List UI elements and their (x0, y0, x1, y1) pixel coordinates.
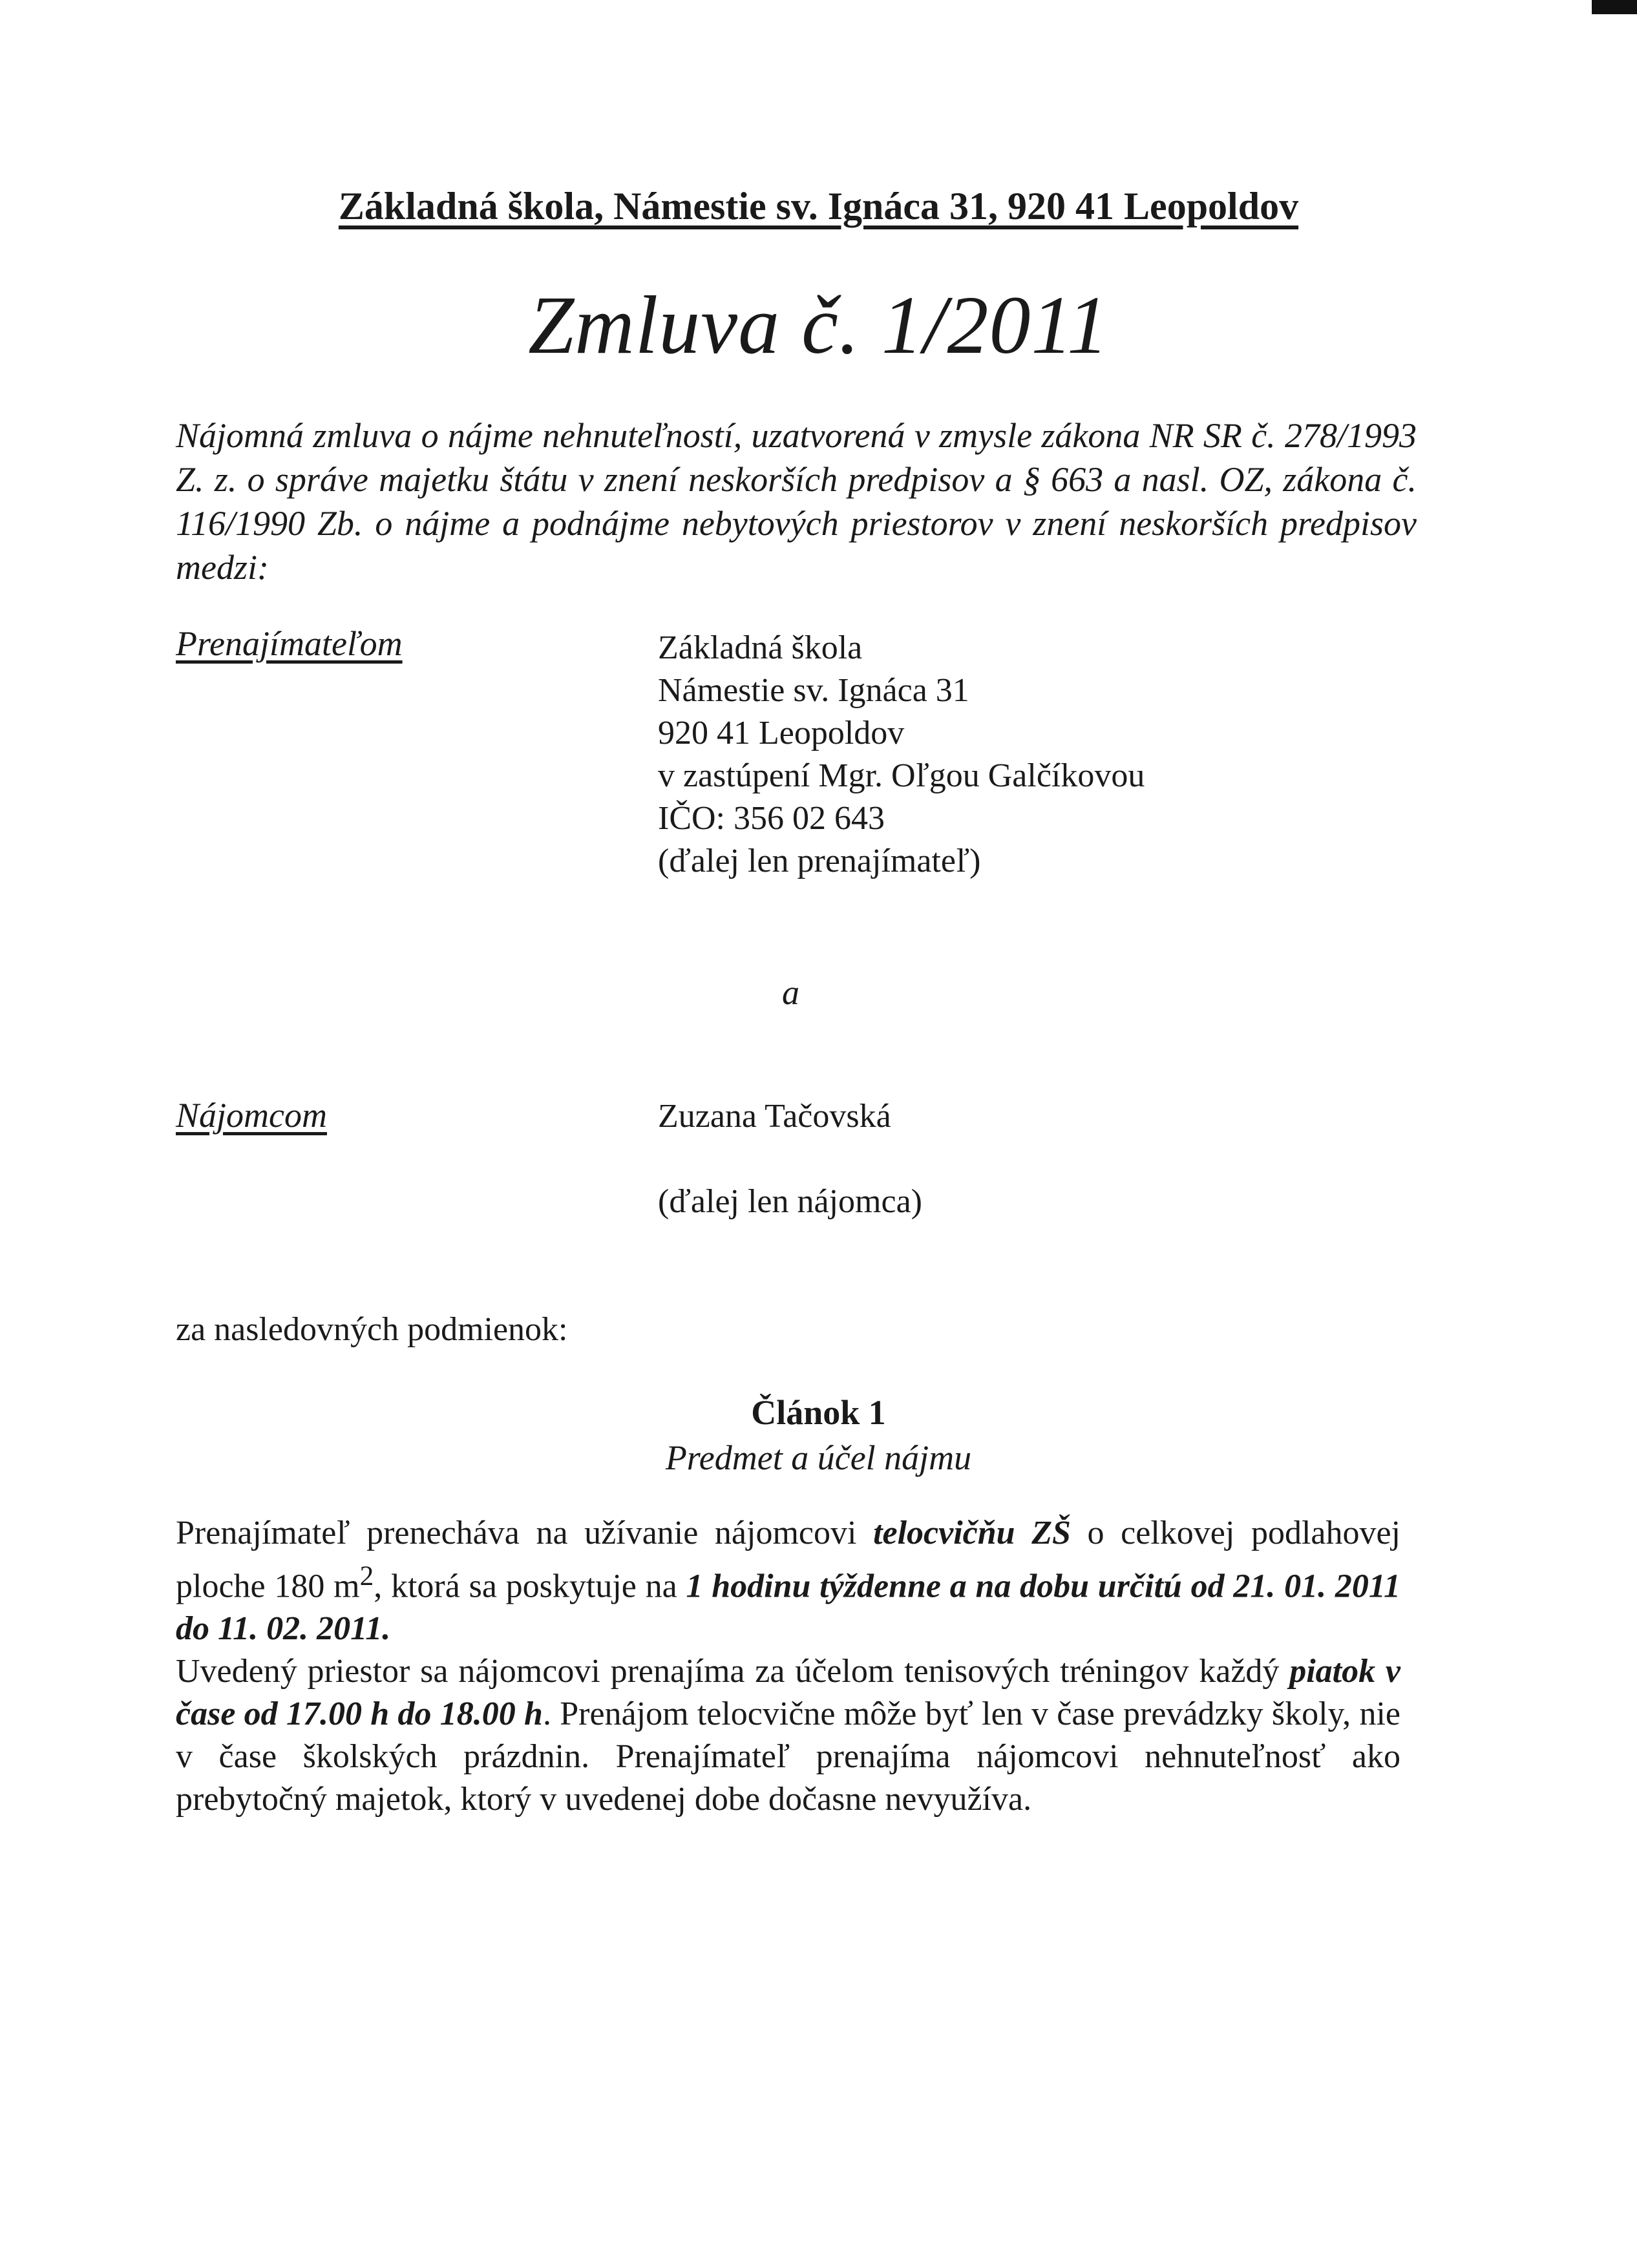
landlord-line: IČO: 356 02 643 (658, 800, 885, 837)
tenant-label: Nájomcom (176, 1096, 327, 1135)
superscript: 2 (359, 1560, 374, 1591)
and-separator: a (782, 973, 799, 1012)
article-paragraph-2 (176, 1650, 1400, 1821)
text-run: Uvedený priestor sa nájomcovi prenajíma za účelom tenisových tréningov každý (176, 1653, 1290, 1690)
landlord-line: Základná škola (658, 629, 863, 666)
emphasis-run: 1 hodinu týždenne a na dobu určitú od 21. 01. 2011 do 11. 02. 2011. (176, 1568, 1400, 1648)
article-subtitle: Predmet a účel nájmu (665, 1438, 972, 1477)
landlord-line: 920 41 Leopoldov (658, 715, 905, 751)
text-run: , ktorá sa poskytuje na (374, 1568, 686, 1605)
landlord-line: Námestie sv. Ignáca 31 (658, 672, 969, 709)
tenant-note: (ďalej len nájomca) (658, 1183, 922, 1220)
text-run: Prenajímateľ prenecháva na užívanie nájomcovi (176, 1515, 874, 1551)
landlord-details (658, 627, 1145, 883)
article-title: Článok 1 (751, 1393, 886, 1432)
text-run: o celkovej podlahovej ploche 180 m (176, 1515, 1400, 1605)
tenant-name: Zuzana Tačovská (658, 1098, 891, 1135)
article-body (176, 1512, 1400, 1821)
emphasis-run: piatok v čase od 17.00 h do 18.00 h (176, 1653, 1400, 1733)
article-paragraph-1 (176, 1512, 1400, 1650)
contract-intro: Nájomná zmluva o nájme nehnuteľností, uzatvorená v zmysle zákona NR SR č. 278/1993 Z. z. o správe majetku štátu v znení neskorších predpisov a § 663 a nasl. OZ, zákona č. 116/1990 Zb. o nájme a podnájme nebytových priestorov v znení neskorších predpisov medzi: (176, 416, 1417, 587)
school-header: Základná škola, Námestie sv. Ignáca 31, 920 41 Leopoldov (338, 185, 1299, 227)
scan-edge-mark (1592, 0, 1637, 14)
landlord-line: v zastúpení Mgr. Oľgou Galčíkovou (658, 757, 1145, 794)
contract-title: Zmluva č. 1/2011 (528, 279, 1109, 371)
landlord-label: Prenajímateľom (176, 624, 403, 663)
landlord-line: (ďalej len prenajímateľ) (658, 843, 981, 879)
emphasis-run: telocvičňu ZŠ (873, 1515, 1071, 1551)
conditions-intro: za nasledovných podmienok: (176, 1311, 568, 1348)
text-run: . Prenájom telocvične môže byť len v čase prevádzky školy, nie v čase školských prázdnin. Prenajímateľ prenajíma nájomcovi nehnuteľnosť ako prebytočný majetok, ktorý v uvedenej dobe dočasne nevyužíva. (176, 1696, 1400, 1818)
